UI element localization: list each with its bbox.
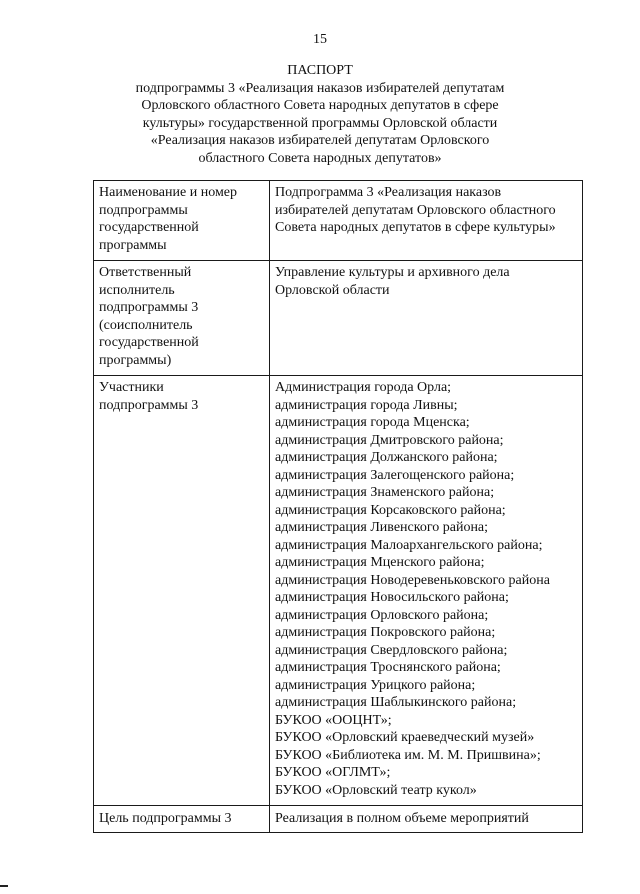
participant-item: администрация Знаменского района; bbox=[275, 485, 495, 500]
header-line: областного Совета народных депутатов» bbox=[198, 150, 442, 166]
header-line: культуры» государственной программы Орловской области bbox=[142, 115, 498, 131]
table-row-name bbox=[94, 181, 583, 261]
cell-line: государственной bbox=[99, 335, 199, 350]
row-label-cell bbox=[94, 181, 270, 261]
participant-item: администрация Дмитровского района; bbox=[275, 432, 504, 448]
participant-item: администрация Корсаковского района; bbox=[275, 502, 506, 518]
row-value-cell bbox=[270, 261, 583, 376]
participant-item: администрация города Ливны; bbox=[275, 397, 458, 413]
cell-line: Цель подпрограммы 3 bbox=[99, 811, 232, 826]
participant-item: администрация Орловского района; bbox=[275, 607, 489, 623]
participant-item: администрация Новосильского района; bbox=[275, 590, 509, 605]
participant-item: БУКОО «Орловский краеведческий музей» bbox=[275, 730, 535, 745]
header-line: подпрограммы 3 «Реализация наказов избирателей депутатам bbox=[135, 80, 505, 96]
cell-line: Ответственный bbox=[99, 265, 192, 280]
participant-item: администрация Шаблыкинского района; bbox=[275, 695, 517, 710]
participant-item: администрация Свердловского района; bbox=[275, 642, 508, 658]
page-number: 15 bbox=[313, 32, 327, 47]
participant-item: БУКОО «Орловский театр кукол» bbox=[275, 782, 477, 798]
cell-line: исполнитель bbox=[99, 282, 175, 298]
participant-item: Администрация города Орла; bbox=[275, 380, 452, 395]
participant-item: администрация Покровского района; bbox=[275, 625, 496, 640]
row-value-cell bbox=[270, 181, 583, 261]
scan-edge-mark bbox=[0, 885, 8, 887]
participant-item: БУКОО «ООЦНТ»; bbox=[275, 712, 392, 728]
cell-line: подпрограммы bbox=[99, 202, 188, 218]
participant-item: администрация Троснянского района; bbox=[275, 660, 501, 675]
table-row-goal bbox=[94, 806, 583, 833]
cell-line: (соисполнитель bbox=[99, 317, 193, 333]
cell-line: Реализация в полном объеме мероприятий bbox=[275, 811, 529, 826]
table-row-participants bbox=[94, 376, 583, 806]
participant-item: администрация города Мценска; bbox=[275, 415, 470, 430]
cell-line: Орловской области bbox=[275, 282, 390, 298]
passport-table bbox=[93, 180, 583, 833]
participant-item: администрация Малоархангельского района; bbox=[275, 537, 543, 553]
row-value-cell bbox=[270, 806, 583, 833]
cell-line: подпрограммы 3 bbox=[99, 300, 199, 315]
participant-item: БУКОО «Библиотека им. М. М. Пришвина»; bbox=[275, 747, 541, 763]
cell-line: Совета народных депутатов в сфере культуры» bbox=[275, 220, 556, 235]
passport-title: ПАСПОРТ bbox=[287, 63, 353, 78]
cell-line: Подпрограмма 3 «Реализация наказов bbox=[275, 185, 502, 200]
cell-line: государственной bbox=[99, 220, 199, 235]
participant-item: администрация Мценского района; bbox=[275, 555, 485, 570]
row-label-cell bbox=[94, 376, 270, 806]
passport-header bbox=[100, 62, 540, 167]
participant-item: БУКОО «ОГЛМТ»; bbox=[275, 765, 391, 780]
row-label-cell bbox=[94, 261, 270, 376]
cell-line: избирателей депутатам Орловского областного bbox=[275, 202, 556, 218]
participant-item: администрация Должанского района; bbox=[275, 450, 498, 465]
cell-line: программы bbox=[99, 237, 167, 253]
row-label-cell bbox=[94, 806, 270, 833]
header-line: Орловского областного Совета народных депутатов в сфере bbox=[141, 98, 499, 113]
participant-item: администрация Ливенского района; bbox=[275, 520, 489, 535]
participant-item: администрация Залегощенского района; bbox=[275, 467, 515, 483]
row-value-cell bbox=[270, 376, 583, 806]
cell-line: Наименование и номер bbox=[99, 185, 238, 200]
participant-item: администрация Урицкого района; bbox=[275, 677, 476, 693]
cell-line: Участники bbox=[99, 380, 164, 395]
cell-line: программы) bbox=[99, 352, 172, 368]
header-line: «Реализация наказов избирателей депутатам Орловского bbox=[150, 133, 490, 148]
cell-line: подпрограммы 3 bbox=[99, 397, 199, 413]
participant-item: администрация Новодеревеньковского района bbox=[275, 572, 550, 588]
cell-line: Управление культуры и архивного дела bbox=[275, 265, 510, 280]
table-row-executor bbox=[94, 261, 583, 376]
